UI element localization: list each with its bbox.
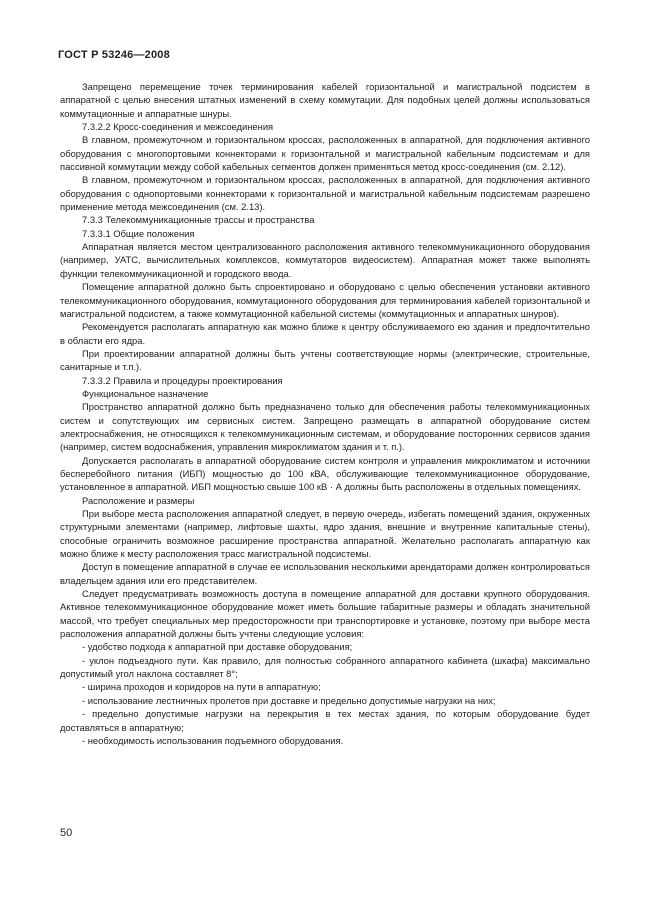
paragraph: Доступ в помещение аппаратной в случае ее использования несколькими арендаторами должен контролироваться владельцем здания или его представителем.: [60, 561, 590, 586]
section-heading: 7.3.3.2 Правила и процедуры проектирования: [82, 374, 283, 386]
subheading: Функциональное назначение: [82, 387, 209, 399]
paragraph: Пространство аппаратной должно быть предназначено только для обеспечения работы телекоммуникационных систем и сопутствующих им сервисных систем. Запрещено размещать в аппаратной оборудование систем электроснабжения, не относящихся к телекоммуникационным системам, и оборудование посторонних сервисов здания (например, систем водоснабжения, управления микроклиматом здания и т. п.).: [60, 401, 590, 453]
list-item: - уклон подъездного пути. Как правило, для полностью собранного аппаратного кабинета (шкафа) максимально допустимый угол наклона составляет 8°;: [60, 654, 590, 680]
paragraph: При проектировании аппаратной должны быть учтены соответствующие нормы (электрические, строительные, санитарные и т.п.).: [60, 347, 590, 373]
paragraph: При выборе места расположения аппаратной следует, в первую очередь, избегать помещений здания, окруженных структурными элементами (например, лифтовые шахты, ядро здания, внешние и внутренние капитальные стены), способные ограничить возможное расширение пространства аппаратной. Желательно располагать аппаратную как можно ближе к месту расположения трасс магистральной подсистемы.: [60, 508, 590, 560]
section-heading: 7.3.3.1 Общие положения: [82, 227, 195, 239]
section-heading: 7.3.3 Телекоммуникационные трассы и пространства: [82, 214, 315, 226]
list-item: - использование лестничных пролетов при доставке и предельно допустимые нагрузки на них;: [82, 694, 496, 706]
paragraph: В главном, промежуточном и горизонтальном кроссах, расположенных в аппаратной, для подключения активного оборудования с однопортовыми коннекторами к горизонтальной и магистральной кабельным подсистемам разрешено применение метода межсоединения (см. 2.13).: [60, 174, 590, 213]
subheading: Расположение и размеры: [82, 494, 195, 506]
document-body: [60, 80, 590, 747]
document-header: ГОСТ Р 53246—2008: [58, 49, 170, 61]
section-heading: 7.3.2.2 Кросс-соединения и межсоединения: [82, 121, 274, 133]
paragraph: Запрещено перемещение точек терминирования кабелей горизонтальной и магистральной подсистем в аппаратной с целью внесения штатных изменений в схему коммутации. Для подобных целей должны использоваться коммутационные и аппаратные шнуры.: [60, 81, 590, 119]
paragraph: Помещение аппаратной должно быть спроектировано и оборудовано с целью обеспечения установки активного телекоммуникационного оборудования, коммутационного оборудования для терминирования кабелей горизонтальной и магистральной подсистем, а также коммутационной кабельной системы (коммутационных и аппаратных шнуров).: [60, 281, 590, 319]
list-item: - необходимость использования подъемного оборудования.: [82, 734, 344, 746]
paragraph: Следует предусматривать возможность доступа в помещение аппаратной для доставки крупного оборудования. Активное телекоммуникационное оборудование может иметь большие габаритные размеры и обладать значительной массой, что требует специальных мер предосторожности при транспортировке и установке, поэтому при выборе места расположения аппаратной должны быть учтены следующие условия:: [60, 588, 590, 640]
paragraph: Аппаратная является местом централизованного расположения активного телекоммуникационного оборудования (например, УАТС, вычислительных комплексов, коммутаторов видеосистем). Аппаратная может также выполнять функции телекоммуникационной и городского ввода.: [60, 241, 590, 279]
page-number: 50: [60, 827, 73, 839]
list-item: - ширина проходов и коридоров на пути в аппаратную;: [82, 681, 321, 693]
paragraph: Рекомендуется располагать аппаратную как можно ближе к центру обслуживаемого ею здания и предпочтительно в области его ядра.: [60, 321, 590, 346]
paragraph: В главном, промежуточном и горизонтальном кроссах, расположенных в аппаратной, для подключения активного оборудования с многопортовыми коннекторами к горизонтальной и магистральной кабельным подсистемам и для пассивной коммутации между собой кабельных сегментов должен применяться метод кросс-соединения (см. 2.12).: [60, 134, 590, 173]
paragraph: Допускается располагать в аппаратной оборудование систем контроля и управления микроклиматом и источники бесперебойного питания (ИБП) мощностью до 100 кВА, обслуживающие телекоммуникационное оборудование, установленное в аппаратной. ИБП мощностью свыше 100 кВ · А должны быть расположены в отдельных помещениях.: [60, 454, 590, 493]
list-item: - удобство подхода к аппаратной при доставке оборудования;: [82, 641, 353, 653]
list-item: - предельно допустимые нагрузки на перекрытия в тех местах здания, по которым оборудование будет доставляться в аппаратную;: [60, 708, 590, 733]
